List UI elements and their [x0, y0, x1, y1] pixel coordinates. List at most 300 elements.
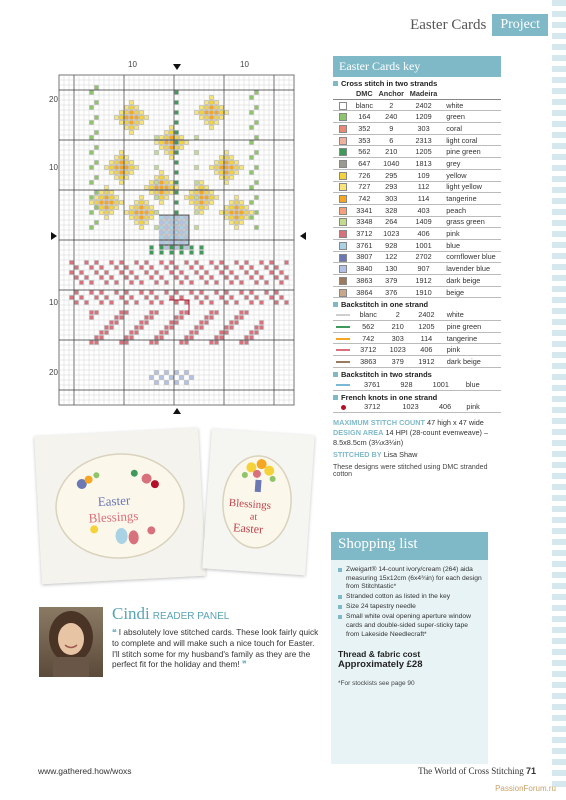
key-cell-name: light coral — [440, 134, 501, 146]
daffodil-stitch — [130, 216, 134, 220]
lettering-stitch — [260, 321, 264, 325]
daffodil-stitch — [155, 176, 159, 180]
key-cell-dmc: 3807 — [353, 251, 376, 263]
lettering-stitch — [250, 301, 254, 305]
lettering-stitch — [155, 271, 159, 275]
lettering-stitch — [215, 266, 219, 270]
daffodil-stitch — [100, 196, 104, 200]
daffodil-stitch — [230, 176, 234, 180]
lettering-stitch — [155, 281, 159, 285]
leaf-stitch — [255, 91, 259, 95]
stem-stitch — [175, 211, 179, 215]
key-cell-madeira: 403 — [407, 204, 440, 216]
daffodil-stitch — [230, 206, 234, 210]
lettering-stitch — [145, 321, 149, 325]
daffodil-stitch — [120, 156, 124, 160]
daffodil-stitch — [160, 136, 164, 140]
key-row — [333, 379, 501, 390]
lettering-stitch — [165, 281, 169, 285]
lettering-stitch — [150, 301, 154, 305]
leaf-stitch — [95, 86, 99, 90]
footer-url[interactable]: www.gathered.how/woxs — [38, 766, 132, 776]
lettering-stitch — [275, 291, 279, 295]
daffodil-stitch — [110, 171, 114, 175]
ribbon-stitch — [180, 236, 184, 240]
key-cell-anchor: 379 — [383, 356, 412, 368]
leaf-stitch — [90, 196, 94, 200]
max-value: 47 high x 47 wide — [427, 418, 484, 428]
daffodil-stitch — [170, 126, 174, 130]
daffodil-stitch — [200, 116, 204, 120]
daffodil-stitch — [155, 141, 159, 145]
daffodil-stitch — [195, 201, 199, 205]
backstitch-line-icon — [336, 361, 350, 363]
daffodil-stitch — [225, 216, 229, 220]
daffodil-stitch — [215, 161, 219, 165]
lettering-stitch — [80, 296, 84, 300]
bullet-icon — [333, 302, 338, 307]
lettering-stitch — [175, 301, 179, 305]
daffodil-stitch — [135, 211, 139, 215]
lettering-stitch — [90, 311, 94, 315]
lettering-stitch — [195, 261, 199, 265]
lettering-stitch — [260, 261, 264, 265]
key-cell-name: lavender blue — [440, 263, 501, 275]
backstitch-two-heading — [333, 370, 501, 379]
daffodil-stitch — [230, 161, 234, 165]
leaf-stitch — [250, 171, 254, 175]
lettering-stitch — [220, 271, 224, 275]
lettering-stitch — [120, 296, 124, 300]
daffodil-stitch — [135, 201, 139, 205]
key-row — [333, 344, 501, 356]
key-cell-dmc: 742 — [353, 193, 376, 205]
lettering-stitch — [225, 326, 229, 330]
lettering-stitch — [170, 296, 174, 300]
section-tag: Project — [492, 14, 548, 36]
lettering-stitch — [245, 261, 249, 265]
daffodil-stitch — [115, 176, 119, 180]
ribbon-stitch — [175, 246, 179, 250]
lettering-stitch — [215, 311, 219, 315]
key-cell-dmc: blanc — [353, 309, 383, 320]
daffodil-stitch — [160, 201, 164, 205]
daffodil-stitch — [205, 186, 209, 190]
lettering-stitch — [245, 336, 249, 340]
key-cell-madeira: 1205 — [407, 146, 440, 158]
daffodil-stitch — [140, 201, 144, 205]
lettering-stitch — [140, 291, 144, 295]
daffodil-stitch — [105, 191, 109, 195]
lettering-stitch — [115, 321, 119, 325]
lettering-stitch — [280, 271, 284, 275]
lettering-stitch — [230, 326, 234, 330]
daffodil-stitch — [130, 101, 134, 105]
lettering-stitch — [220, 261, 224, 265]
daffodil-stitch — [145, 116, 149, 120]
key-cell-name: blue — [440, 239, 501, 251]
bow-stitch — [165, 381, 169, 385]
magazine-name: The World of Cross Stitching — [418, 766, 524, 776]
key-cell-name: white — [441, 309, 501, 320]
leaf-stitch — [90, 151, 94, 155]
ribbon-band-stitch — [190, 246, 194, 250]
french-knot-icon — [341, 405, 346, 410]
daffodil-stitch — [200, 181, 204, 185]
lettering-stitch — [125, 301, 129, 305]
key-row — [333, 99, 501, 111]
lettering-stitch — [215, 291, 219, 295]
daffodil-stitch — [245, 206, 249, 210]
lettering-stitch — [95, 341, 99, 345]
leaf-stitch — [255, 211, 259, 215]
key-row — [333, 158, 501, 170]
stem-stitch — [175, 201, 179, 205]
daffodil-stitch — [130, 111, 134, 115]
daffodil-stitch — [215, 121, 219, 125]
key-cell-anchor: 303 — [383, 332, 412, 344]
daffodil-stitch — [220, 211, 224, 215]
lettering-stitch — [160, 331, 164, 335]
lettering-stitch — [165, 291, 169, 295]
svg-text:Blessings: Blessings — [228, 496, 272, 512]
lettering-stitch — [185, 336, 189, 340]
key-cell-madeira: 1001 — [422, 379, 460, 390]
grass-stitch — [195, 136, 199, 140]
lettering-stitch — [90, 341, 94, 345]
key-row — [333, 204, 501, 216]
lettering-stitch — [85, 301, 89, 305]
column-madeira: Madeira — [407, 88, 440, 99]
svg-text:at: at — [249, 511, 258, 523]
watermark: PassionForum.ru — [495, 784, 556, 793]
ribbon-band-stitch — [200, 246, 204, 250]
grass-stitch — [155, 226, 159, 230]
lettering-stitch — [105, 281, 109, 285]
leaf-stitch — [95, 221, 99, 225]
key-title: Easter Cards key — [333, 56, 501, 77]
bow-stitch — [175, 371, 179, 375]
chart-axis-left-1: 20 — [49, 95, 58, 104]
daffodil-stitch — [195, 206, 199, 210]
stem-stitch — [175, 161, 179, 165]
daffodil-stitch — [210, 201, 214, 205]
daffodil-stitch — [140, 116, 144, 120]
daffodil-stitch — [200, 106, 204, 110]
key-cell-madeira: 1205 — [412, 321, 441, 333]
daffodil-stitch — [235, 161, 239, 165]
swatch-icon — [339, 160, 347, 168]
stem-stitch — [175, 91, 179, 95]
daffodil-stitch — [235, 221, 239, 225]
daffodil-stitch — [155, 191, 159, 195]
lettering-stitch — [275, 266, 279, 270]
lettering-stitch — [190, 266, 194, 270]
daffodil-stitch — [165, 146, 169, 150]
cost-label: Thread & fabric cost — [338, 649, 421, 660]
lettering-stitch — [110, 326, 114, 330]
lettering-stitch — [215, 281, 219, 285]
daffodil-stitch — [215, 166, 219, 170]
ribbon-band-stitch — [190, 251, 194, 255]
daffodil-stitch — [120, 201, 124, 205]
key-cell-madeira: 1001 — [407, 239, 440, 251]
lettering-stitch — [150, 311, 154, 315]
chart-axis-left-3: 10 — [49, 298, 58, 307]
lettering-stitch — [75, 291, 79, 295]
lettering-stitch — [200, 326, 204, 330]
daffodil-stitch — [170, 131, 174, 135]
daffodil-stitch — [95, 201, 99, 205]
daffodil-stitch — [150, 181, 154, 185]
stem-stitch — [175, 151, 179, 155]
lettering-stitch — [95, 261, 99, 265]
daffodil-stitch — [215, 111, 219, 115]
leaf-stitch — [90, 226, 94, 230]
leaf-stitch — [255, 136, 259, 140]
lettering-stitch — [185, 276, 189, 280]
key-cell-madeira: 1813 — [407, 158, 440, 170]
lettering-stitch — [180, 311, 184, 315]
backstitch-one-table — [333, 309, 501, 367]
lettering-stitch — [265, 291, 269, 295]
leaf-stitch — [90, 211, 94, 215]
lettering-stitch — [145, 296, 149, 300]
daffodil-stitch — [205, 121, 209, 125]
daffodil-stitch — [135, 116, 139, 120]
lettering-stitch — [115, 316, 119, 320]
daffodil-stitch — [110, 211, 114, 215]
lettering-stitch — [215, 336, 219, 340]
leaf-stitch — [255, 196, 259, 200]
swatch-icon — [339, 148, 347, 156]
lettering-stitch — [185, 311, 189, 315]
bow-stitch — [180, 376, 184, 380]
daffodil-stitch — [140, 111, 144, 115]
lettering-stitch — [150, 266, 154, 270]
lettering-stitch — [110, 276, 114, 280]
avatar — [39, 607, 103, 677]
lettering-stitch — [210, 311, 214, 315]
daffodil-stitch — [135, 221, 139, 225]
bow-stitch — [150, 376, 154, 380]
lettering-stitch — [100, 301, 104, 305]
page-edge-stripes — [552, 0, 566, 800]
daffodil-stitch — [235, 196, 239, 200]
key-cell-anchor: 2 — [383, 309, 412, 320]
ribbon-stitch — [160, 226, 164, 230]
key-symbol — [333, 204, 353, 216]
key-cell-anchor: 328 — [376, 204, 407, 216]
daffodil-stitch — [200, 206, 204, 210]
daffodil-stitch — [150, 206, 154, 210]
key-symbol — [333, 169, 353, 181]
daffodil-stitch — [205, 201, 209, 205]
daffodil-stitch — [165, 131, 169, 135]
ribbon-stitch — [165, 241, 169, 245]
daffodil-stitch — [130, 206, 134, 210]
daffodil-stitch — [130, 121, 134, 125]
daffodil-stitch — [225, 176, 229, 180]
daffodil-stitch — [220, 116, 224, 120]
ribbon-stitch — [170, 231, 174, 235]
key-cell-name: peach — [440, 204, 501, 216]
daffodil-stitch — [210, 101, 214, 105]
lettering-stitch — [105, 271, 109, 275]
lettering-stitch — [150, 316, 154, 320]
lettering-stitch — [95, 336, 99, 340]
key-symbol — [333, 193, 353, 205]
lettering-stitch — [135, 276, 139, 280]
daffodil-stitch — [180, 136, 184, 140]
lettering-stitch — [190, 291, 194, 295]
daffodil-stitch — [200, 211, 204, 215]
daffodil-stitch — [120, 151, 124, 155]
daffodil-stitch — [120, 171, 124, 175]
symbol-column — [333, 88, 353, 99]
lettering-stitch — [95, 311, 99, 315]
daffodil-stitch — [175, 186, 179, 190]
key-cell-name: white — [440, 99, 501, 111]
lettering-stitch — [160, 336, 164, 340]
bow-stitch — [165, 371, 169, 375]
lettering-stitch — [85, 276, 89, 280]
grass-stitch — [195, 211, 199, 215]
lettering-stitch — [260, 326, 264, 330]
chart-axis-left-2: 10 — [49, 163, 58, 172]
ribbon-stitch — [185, 221, 189, 225]
bow-stitch — [185, 381, 189, 385]
daffodil-stitch — [205, 191, 209, 195]
lettering-stitch — [210, 316, 214, 320]
daffodil-stitch — [210, 191, 214, 195]
backstitch-two-table — [333, 379, 501, 391]
key-cell-name: grass green — [440, 216, 501, 228]
key-cell-madeira: 406 — [407, 228, 440, 240]
column-anchor: Anchor — [376, 88, 407, 99]
daffodil-stitch — [130, 171, 134, 175]
daffodil-stitch — [115, 201, 119, 205]
key-cell-name: pink — [440, 228, 501, 240]
key-cell-madeira: 2402 — [407, 99, 440, 111]
key-row — [333, 146, 501, 158]
daffodil-stitch — [125, 166, 129, 170]
lettering-stitch — [245, 311, 249, 315]
lettering-stitch — [250, 276, 254, 280]
ribbon-band-stitch — [160, 246, 164, 250]
lettering-stitch — [70, 271, 74, 275]
key-cell-dmc: 562 — [353, 321, 383, 333]
ribbon-stitch — [160, 236, 164, 240]
chart-center-arrow-top — [173, 64, 181, 70]
key-row — [333, 169, 501, 181]
bow-stitch — [185, 371, 189, 375]
lettering-stitch — [240, 341, 244, 345]
key-symbol — [333, 286, 353, 298]
daffodil-stitch — [125, 111, 129, 115]
lettering-stitch — [230, 321, 234, 325]
daffodil-stitch — [145, 221, 149, 225]
daffodil-stitch — [145, 201, 149, 205]
daffodil-stitch — [225, 181, 229, 185]
daffodil-stitch — [130, 131, 134, 135]
lettering-stitch — [240, 311, 244, 315]
lettering-stitch — [240, 316, 244, 320]
lettering-stitch — [170, 271, 174, 275]
chart-axis-left-4: 20 — [49, 368, 58, 377]
design-value: 14 HPI (28-count evenweave) – 8.5x8.5cm (3¼x3¼in) — [333, 428, 489, 447]
lettering-stitch — [100, 266, 104, 270]
daffodil-stitch — [185, 196, 189, 200]
daffodil-stitch — [235, 166, 239, 170]
daffodil-stitch — [170, 191, 174, 195]
daffodil-stitch — [220, 106, 224, 110]
daffodil-stitch — [170, 141, 174, 145]
leaf-stitch — [250, 126, 254, 130]
lettering-stitch — [270, 261, 274, 265]
key-cell-name: pink — [441, 344, 501, 356]
key-symbol — [333, 134, 353, 146]
leaf-stitch — [95, 161, 99, 165]
key-cell-name: tangerine — [441, 332, 501, 344]
key-cell-anchor: 376 — [376, 286, 407, 298]
stem-stitch — [175, 191, 179, 195]
lettering-stitch — [285, 261, 289, 265]
leaf-stitch — [250, 201, 254, 205]
backstitch-two-title: Backstitch in two strands — [341, 369, 432, 379]
daffodil-stitch — [190, 201, 194, 205]
stitch-info — [333, 418, 501, 459]
key-cell-dmc: 562 — [353, 146, 376, 158]
lettering-stitch — [90, 291, 94, 295]
leaf-stitch — [255, 181, 259, 185]
daffodil-stitch — [210, 116, 214, 120]
key-symbol — [333, 332, 353, 344]
lettering-stitch — [175, 316, 179, 320]
swatch-icon — [339, 277, 347, 285]
lettering-stitch — [70, 261, 74, 265]
lettering-stitch — [225, 266, 229, 270]
swatch-icon — [339, 207, 347, 215]
swatch-icon — [339, 289, 347, 297]
ribbon-stitch — [160, 231, 164, 235]
ribbon-stitch — [170, 241, 174, 245]
lettering-stitch — [225, 291, 229, 295]
column-name — [440, 88, 501, 99]
lettering-stitch — [205, 316, 209, 320]
key-cell-anchor: 295 — [376, 169, 407, 181]
swatch-icon — [339, 102, 347, 110]
daffodil-stitch — [165, 186, 169, 190]
lettering-stitch — [80, 271, 84, 275]
daffodil-stitch — [125, 171, 129, 175]
lettering-stitch — [135, 331, 139, 335]
key-cell-dmc: 3341 — [353, 204, 376, 216]
lettering-stitch — [200, 276, 204, 280]
daffodil-stitch — [230, 221, 234, 225]
ribbon-stitch — [170, 236, 174, 240]
lettering-stitch — [225, 276, 229, 280]
stockists-note: *For stockists see page 90 — [338, 680, 415, 688]
daffodil-stitch — [160, 191, 164, 195]
lettering-stitch — [200, 301, 204, 305]
lettering-stitch — [280, 296, 284, 300]
daffodil-stitch — [210, 121, 214, 125]
bow-stitch — [175, 381, 179, 385]
lettering-stitch — [105, 326, 109, 330]
lettering-stitch — [195, 326, 199, 330]
ribbon-stitch — [185, 241, 189, 245]
